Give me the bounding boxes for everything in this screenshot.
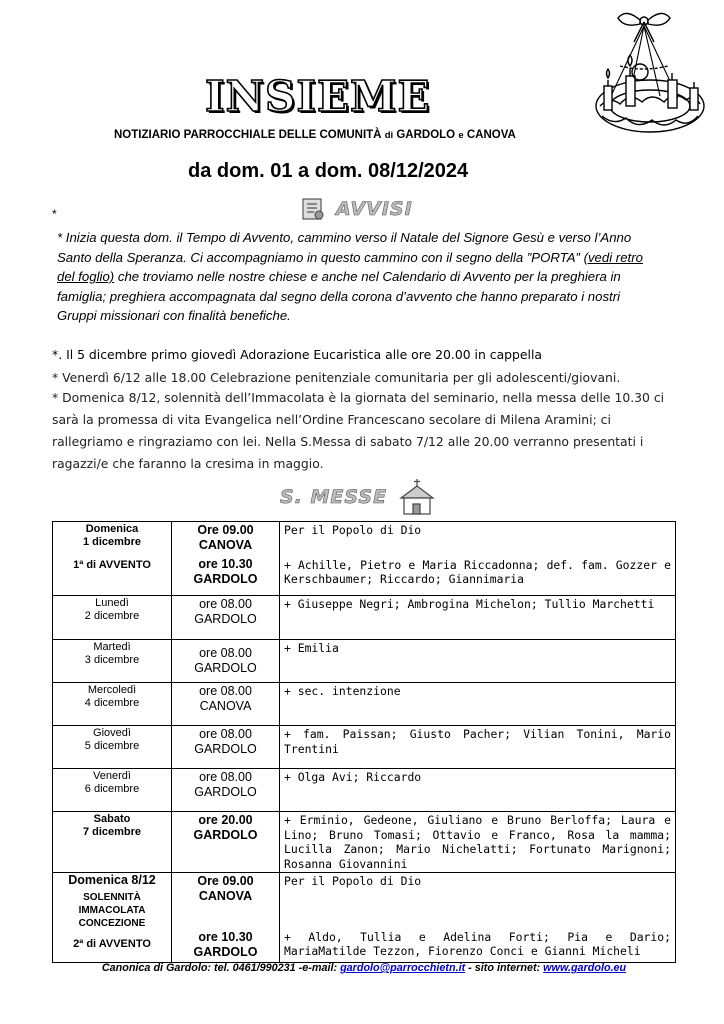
table-row: Martedì 3 dicembre ore 08.00 GARDOLO + Emilia (53, 640, 676, 683)
see-back-link: (vedi retro del foglio) (57, 249, 643, 285)
table-row: Venerdì 6 dicembre ore 08.00 GARDOLO + Olga Avi; Riccardo (53, 769, 676, 812)
table-row: Domenica 8/12 SOLENNITÀ IMMACOLATA CONCEZIONE 2ª di AVVENTO Ore 09.00 CANOVA ore 10.30 GARDOLO Per il Popolo di Dio + Aldo, Tullia e Adelina Forti; Pia e Dario; MariaMatilde Tezzon, Fiorenzo Conci e Gianni Micheli (53, 873, 676, 963)
avvisi-item-advent: * Inizia questa dom. il Tempo di Avvento, cammino verso il Natale del Signore Gesù e verso l’Anno Santo della Speranza. Ci accompagniamo in questo cammino con il segno della ”PORTA” (vedi retro del foglio) che troviamo nelle nostre chiese e anche nel Calendario di Avvento per la preghiera in famiglia; preghiera accompagnata dal segno della corona d’avvento che hanno preparato i nostri Gruppi missionari con finalità benefiche. (57, 230, 643, 324)
table-row: Domenica 1 dicembre 1ª di AVVENTO Ore 09.00 CANOVA ore 10.30 GARDOLO Per il Popolo di Dio + Achille, Pietro e Maria Riccadonna; def. fam. Gozzer e Kerschbaumer; Riccardo; Giannimaria (53, 522, 676, 596)
avvisi-heading (300, 196, 413, 222)
date-range: da dom. 01 a dom. 08/12/2024 (188, 160, 469, 182)
notice-board-icon (300, 196, 326, 222)
footer-contacts: Canonica di Gardolo: tel. 0461/990231 -e-mail: gardolo@parrocchietn.it - sito internet: www.gardolo.eu (101, 962, 627, 974)
avvisi-title: AVVISI (336, 198, 413, 220)
lead-asterisk: * (52, 207, 57, 221)
table-row: Mercoledì 4 dicembre ore 08.00 CANOVA + sec. intenzione (53, 683, 676, 726)
avvisi-item-immacolata: * Domenica 8/12, solennità dell’Immacolata è la giornata del seminario, nella messa delle 10.30 ci sarà la promessa di vita Evangelica nell’Ordine Francescano secolare di Milena Aramini; ci rallegriamo e ringraziamo con lei. Nella S.Messa di sabato 7/12 alle 20.00 verranno presentati i ragazzi/e che faranno la cresima in maggio. (52, 390, 665, 471)
avvisi-item-adoration: *. Il 5 dicembre primo giovedì Adorazione Eucaristica alle ore 20.00 in cappella (52, 347, 543, 362)
avvisi-item-penitential: * Venerdì 6/12 alle 18.00 Celebrazione penitenziale comunitaria per gli adolescenti/giovani. (52, 370, 621, 385)
messe-title: S. MESSE (280, 486, 388, 508)
messe-heading (280, 478, 437, 516)
advent-wreath-icon (590, 6, 716, 152)
table-row: Lunedì 2 dicembre ore 08.00 GARDOLO + Giuseppe Negri; Ambrogina Michelon; Tullio Marchetti (53, 596, 676, 640)
table-row: Giovedì 5 dicembre ore 08.00 GARDOLO + fam. Paissan; Giusto Pacher; Vilian Tonini, Mario Trentini (53, 726, 676, 769)
newsletter-subtitle: NOTIZIARIO PARROCCHIALE DELLE COMUNITÀ di GARDOLO e CANOVA (114, 129, 516, 141)
mass-schedule-table (52, 521, 676, 963)
website-link[interactable]: www.gardolo.eu (543, 962, 627, 974)
newsletter-title: INSIEME (205, 72, 431, 121)
email-link[interactable]: gardolo@parrocchietn.it (340, 962, 466, 974)
church-icon (397, 478, 437, 516)
table-row: Sabato 7 dicembre ore 20.00 GARDOLO + Erminio, Gedeone, Giuliano e Bruno Berloffa; Laura e Lino; Bruno Tomasi; Ottavio e Franco, Rosa la mamma; Lucilla Zanon; Mario Nichelatti; Fortunato Marignoni; Rosanna Giovannini (53, 812, 676, 873)
